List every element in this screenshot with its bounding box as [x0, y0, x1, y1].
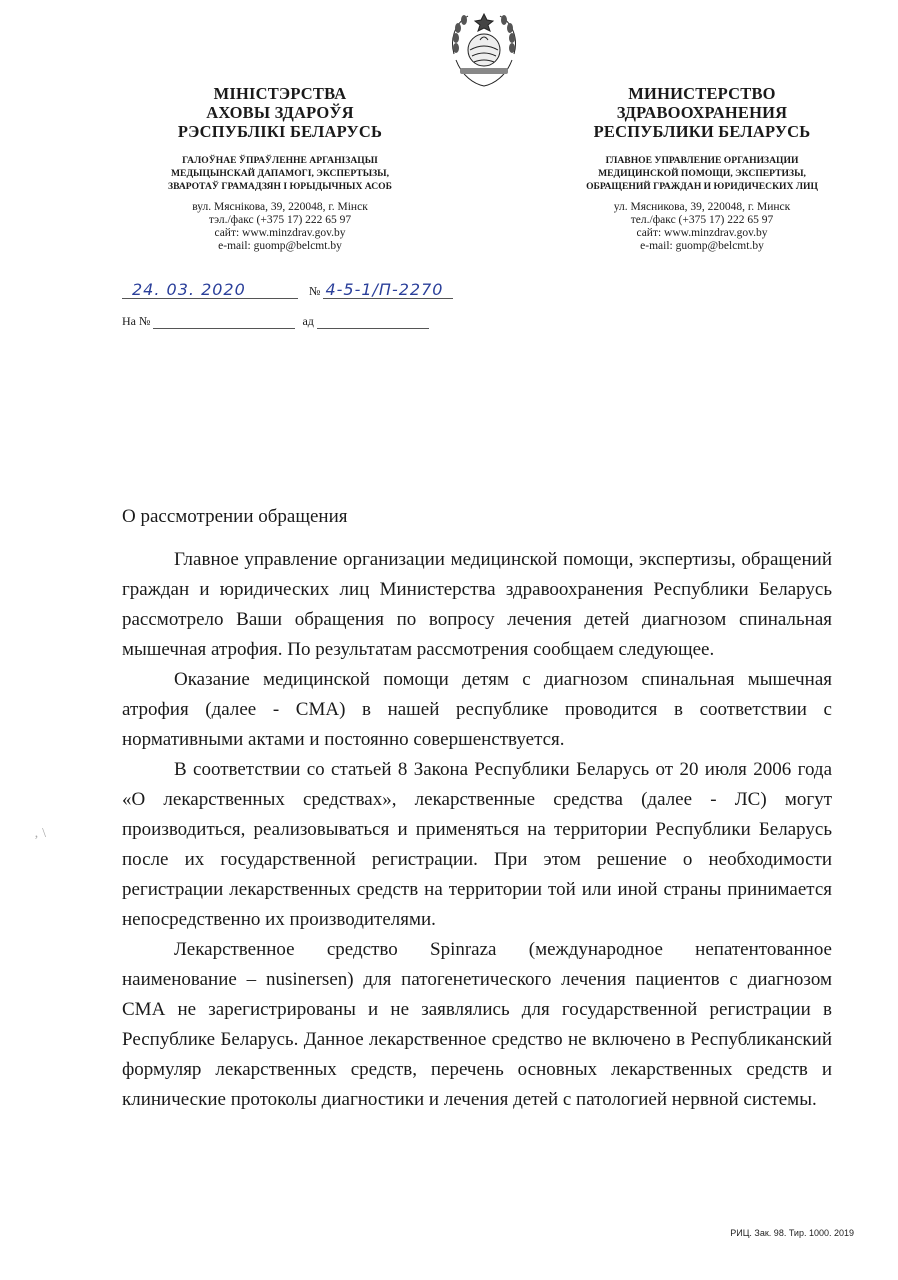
registration-row — [122, 280, 453, 299]
paragraph: Лекарственное средство Spinraza (международное непатентованное наименование – nusinersen) для патогенетического лечения пациентов с диагнозом СМА не зарегистрированы и не заявлялись для государственной регистрации в Республике Беларусь. Данное лекарственное средство не включено в Республиканский формуляр лекарственных средств, перечень основных лекарственных средств и клинические протоколы диагностики и лечения детей с патологией нервной системы. — [122, 939, 832, 1110]
ministry-name-line1: МІНІСТЭРСТВА — [213, 84, 347, 103]
contact-block — [552, 201, 852, 253]
from-line — [317, 314, 429, 329]
registration-number: 4-5-1/П-2270 — [325, 280, 444, 299]
department-name — [130, 154, 430, 193]
website: сайт: www.minzdrav.gov.by — [636, 227, 768, 239]
address: ул. Мясникова, 39, 220048, г. Минск — [613, 201, 791, 213]
registration-date: 24. 03. 2020 — [132, 280, 246, 299]
department-name — [552, 154, 852, 193]
department-name-line2: МЕДИЦИНСКОЙ ПОМОЩИ, ЭКСПЕРТИЗЫ, — [598, 168, 806, 179]
from-label: ад — [302, 314, 314, 328]
phone: тэл./факс (+375 17) 222 65 97 — [208, 214, 352, 226]
paragraph: В соответствии со статьей 8 Закона Республики Беларусь от 20 июля 2006 года «О лекарственных средствах», лекарственные средства (далее - ЛС) могут производиться, реализовываться и применяться на территории Республики Беларусь после их государственной регистрации. При этом решение о необходимости регистрации лекарственных средств на территории той или иной страны принимается непосредственно их производителями. — [122, 759, 832, 930]
contact-block — [130, 201, 430, 253]
email: e-mail: guomp@belcmt.by — [218, 240, 342, 252]
reference-label: На № — [122, 314, 151, 328]
email: e-mail: guomp@belcmt.by — [640, 240, 764, 252]
ministry-name-line3: РЕСПУБЛИКИ БЕЛАРУСЬ — [593, 122, 811, 141]
address: вул. Мяснікова, 39, 220048, г. Мінск — [192, 201, 368, 213]
reference-line — [153, 314, 295, 329]
website: сайт: www.minzdrav.gov.by — [214, 227, 346, 239]
letter-subject: О рассмотрении обращения — [122, 506, 348, 527]
department-name-line3: ЗВАРОТАЎ ГРАМАДЗЯН І ЮРЫДЫЧНЫХ АСОБ — [168, 181, 392, 192]
department-name-line2: МЕДЫЦЫНСКАЙ ДАПАМОГІ, ЭКСПЕРТЫЗЫ, — [170, 168, 390, 179]
department-name-line3: ОБРАЩЕНИЙ ГРАЖДАН И ЮРИДИЧЕСКИХ ЛИЦ — [586, 181, 818, 192]
paragraph: Оказание медицинской помощи детям с диагнозом спинальная мышечная атрофия (далее - СМА) в нашей республике проводится в соответствии с нормативными актами и постоянно совершенствуется. — [122, 669, 832, 750]
letter-body — [122, 545, 832, 1115]
phone: тел./факс (+375 17) 222 65 97 — [630, 214, 774, 226]
print-footer: РИЦ. Зак. 98. Тир. 1000. 2019 — [730, 1228, 854, 1238]
ministry-name-line1: МИНИСТЕРСТВО — [628, 84, 776, 103]
ministry-name-line2: ЗДРАВООХРАНЕНИЯ — [616, 103, 788, 122]
ministry-name-line2: АХОВЫ ЗДАРОЎЯ — [206, 103, 354, 122]
department-name-line1: ГЛАВНОЕ УПРАВЛЕНИЕ ОРГАНИЗАЦИИ — [605, 155, 799, 166]
margin-mark: ‚ \ — [34, 826, 47, 841]
ministry-name-line3: РЭСПУБЛІКІ БЕЛАРУСЬ — [177, 122, 383, 141]
state-emblem-icon — [446, 10, 522, 88]
department-name-line1: ГАЛОЎНАЕ ЎПРАЎЛЕННЕ АРГАНІЗАЦЫІ — [182, 155, 378, 166]
header-belarusian — [130, 84, 430, 253]
reference-row — [122, 314, 429, 329]
date-line — [122, 280, 298, 299]
header-russian — [552, 84, 852, 253]
number-line — [323, 280, 453, 299]
number-label: № — [309, 284, 321, 298]
paragraph: Главное управление организации медицинской помощи, экспертизы, обращений граждан и юридических лиц Министерства здравоохранения Республики Беларусь рассмотрело Ваши обращения по вопросу лечения детей диагнозом спинальная мышечная атрофия. По результатам рассмотрения сообщаем следующее. — [122, 549, 832, 660]
